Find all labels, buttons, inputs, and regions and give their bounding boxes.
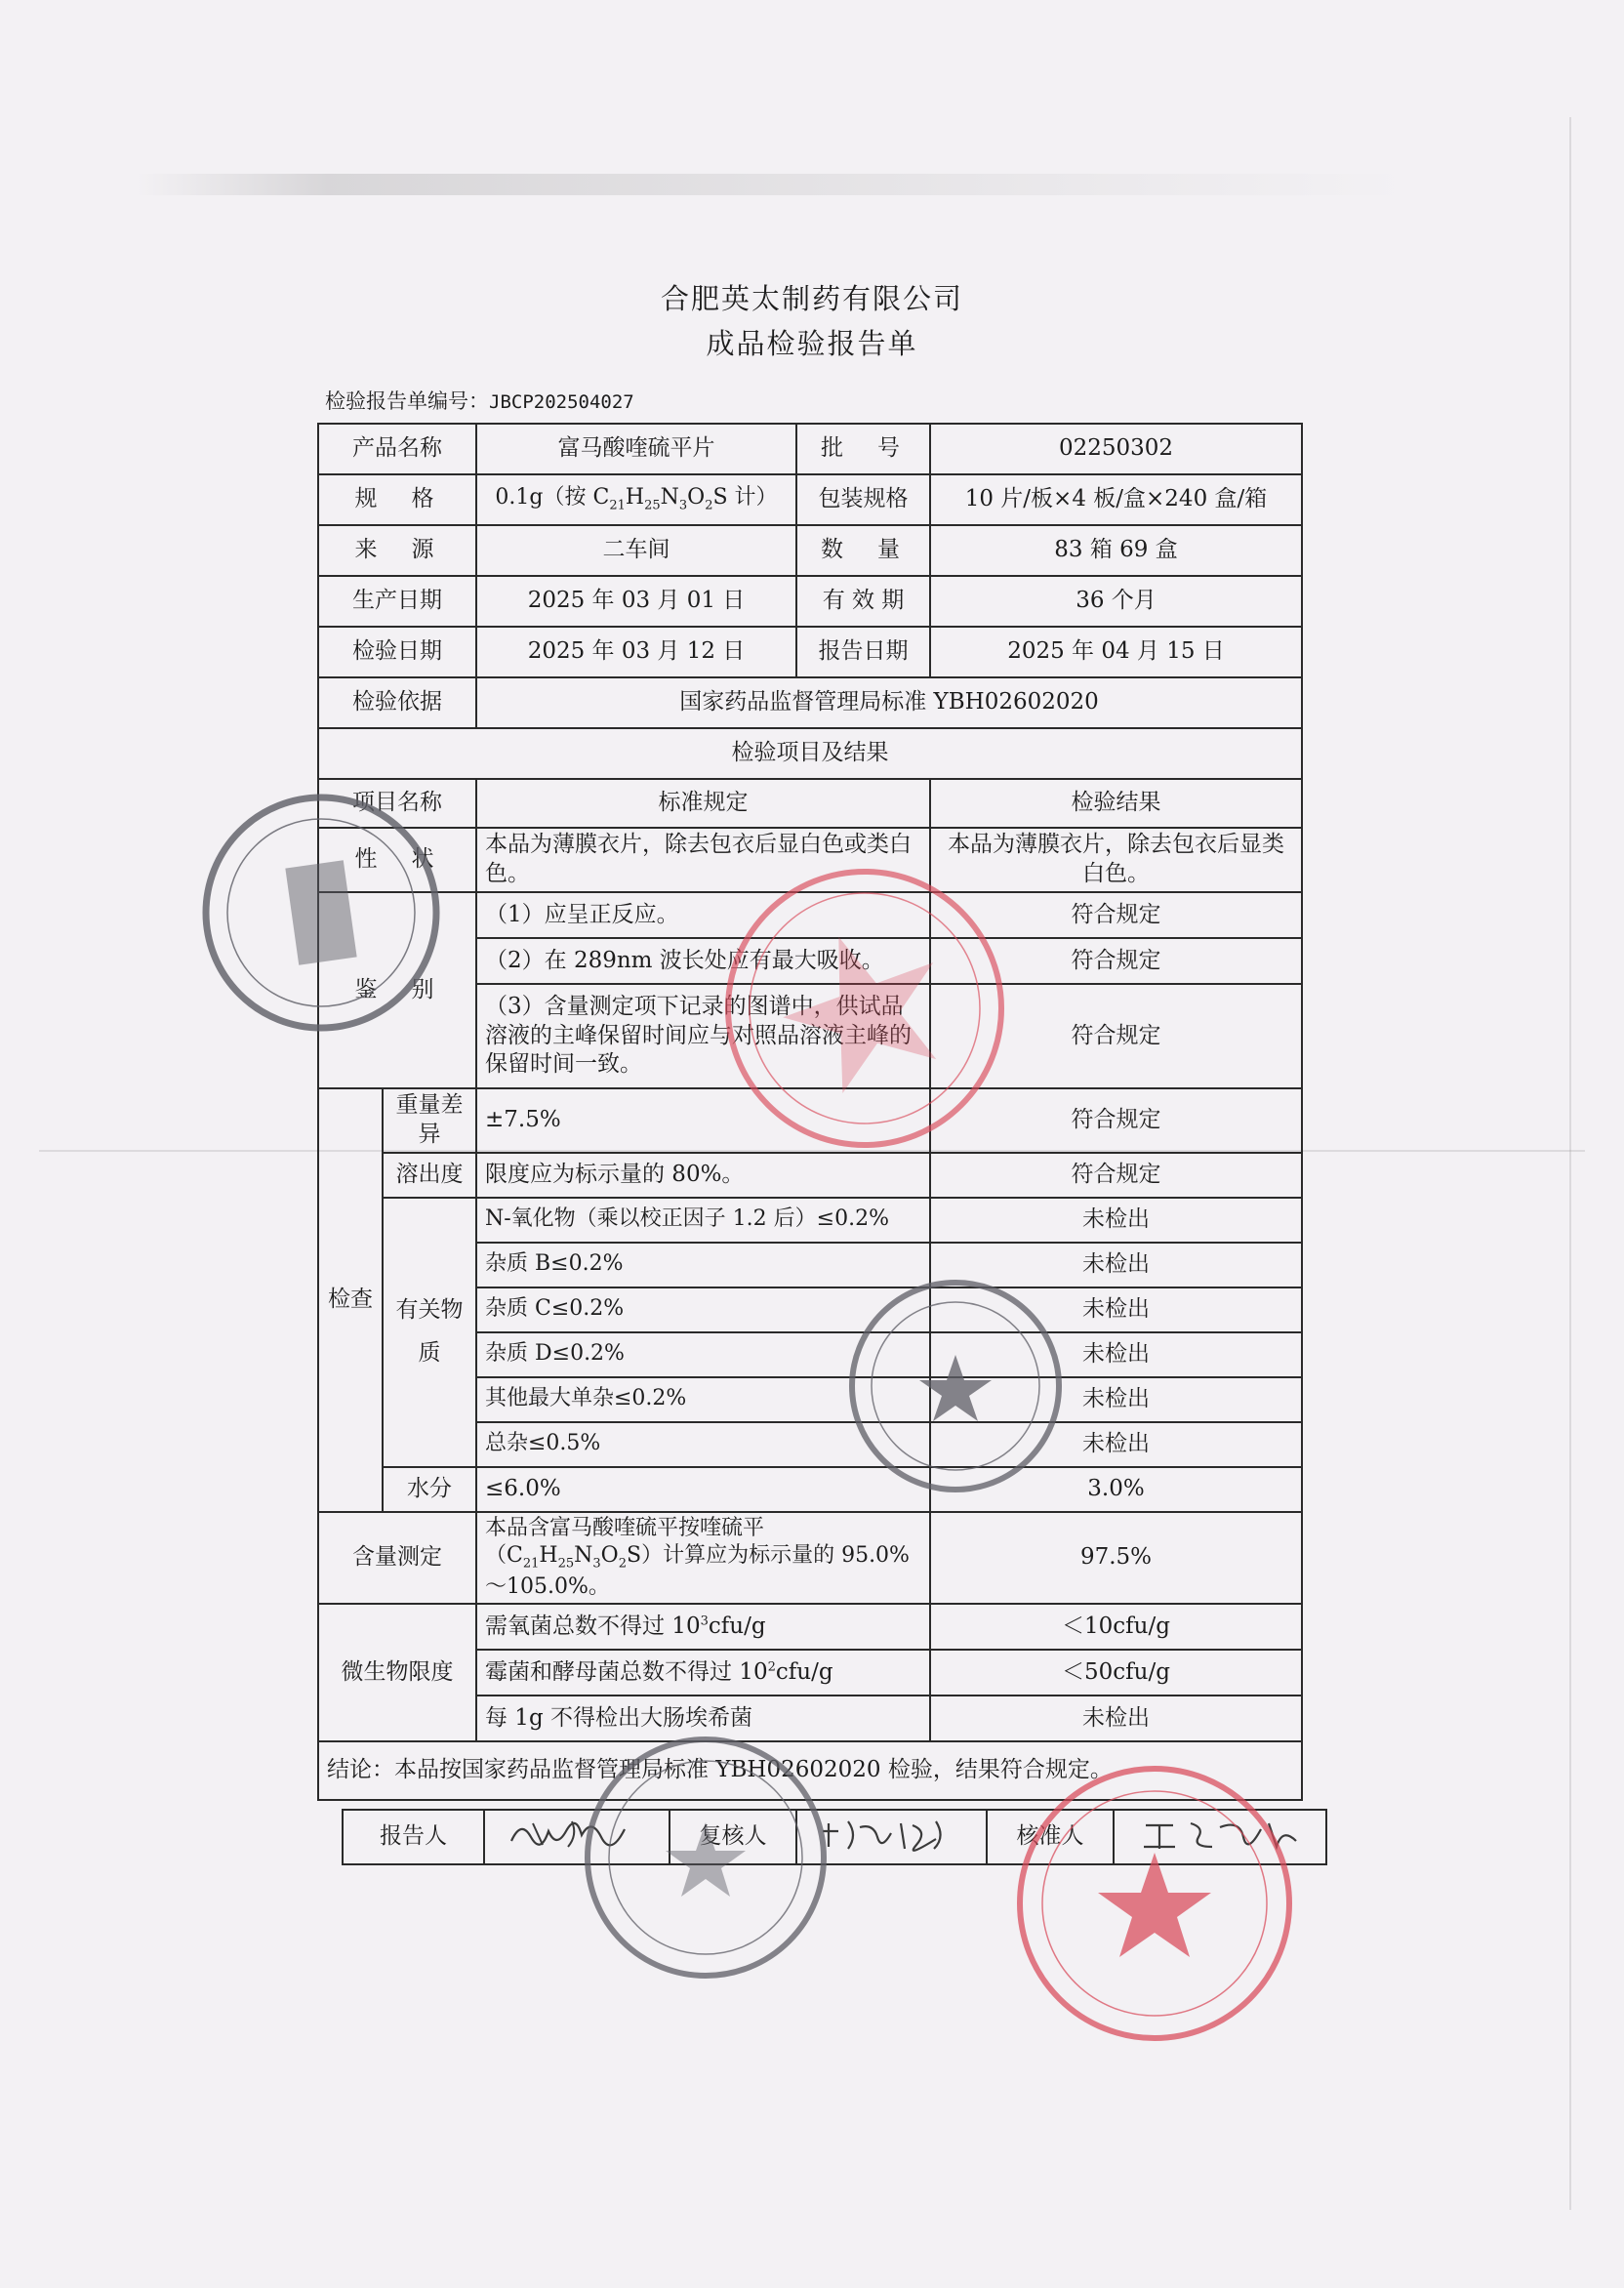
header-item: 项目名称 [318,779,476,828]
document-title: 成品检验报告单 [706,327,918,360]
std-dissolution: 限度应为标示量的 80%。 [476,1153,930,1198]
std-related-substance: 其他最大单杂≤0.2% [476,1377,930,1422]
value-packaging: 10 片/板×4 板/盒×240 盒/箱 [930,474,1302,525]
result-related-substance: 未检出 [930,1287,1302,1332]
result-related-substance: 未检出 [930,1332,1302,1377]
label-approver: 核准人 [987,1810,1114,1864]
signature-reviewer [796,1810,987,1864]
label-weight-variation: 重量差异 [383,1088,476,1153]
std-assay: 本品含富马酸喹硫平按喹硫平$(C_{21}H_{25}N_3O_2S)$计算应为标示量的 95.0%～105.0%。 [476,1512,930,1604]
result-identification-1: 符合规定 [930,892,1302,938]
label-microbial-limit: 微生物限度 [318,1604,476,1741]
std-identification-2: （2）在 289nm 波长处应有最大吸收。 [476,938,930,984]
std-micro-2: 霉菌和酵母菌总数不得过 $10^2cfu/g$ [476,1650,930,1696]
row-mfg-date [318,576,1302,627]
label-mfg-date: 生产日期 [318,576,476,627]
label-quantity: 数 量 [796,525,930,576]
value-test-date: 2025 年 03 月 12 日 [476,627,796,677]
value-mfg-date: 2025 年 03 月 01 日 [476,576,796,627]
report-number: 检验报告单编号：JBCP202504027 [325,389,634,413]
label-batch: 批 号 [796,424,930,474]
result-micro-1: ＜10cfu/g [930,1604,1302,1650]
value-source: 二车间 [476,525,796,576]
std-micro-3: 每 1g 不得检出大肠埃希菌 [476,1696,930,1741]
label-dissolution: 溶出度 [383,1153,476,1198]
header-standard: 标准规定 [476,779,930,828]
row-assay [318,1512,1302,1604]
std-related-substance: 杂质 D≤0.2% [476,1332,930,1377]
row-source [318,525,1302,576]
signoff-table [342,1809,1327,1865]
row-appearance [318,828,1302,892]
label-source: 来 源 [318,525,476,576]
result-water: 3.0% [930,1467,1302,1512]
std-water: ≤6.0% [476,1467,930,1512]
result-related-substance: 未检出 [930,1422,1302,1467]
result-dissolution: 符合规定 [930,1153,1302,1198]
value-batch: 02250302 [930,424,1302,474]
std-related-substance: 杂质 C≤0.2% [476,1287,930,1332]
paper-fold-vertical [1569,117,1571,2210]
label-spec: 规 格 [318,474,476,525]
row-related-substance [318,1198,1302,1243]
row-product-name [318,424,1302,474]
label-related-substances: 有关物质 [383,1198,476,1467]
label-report-date: 报告日期 [796,627,930,677]
value-quantity: 83 箱 69 盒 [930,525,1302,576]
signature-reporter [484,1810,670,1864]
result-identification-3: 符合规定 [930,984,1302,1088]
results-section-title: 检验项目及结果 [318,728,1302,779]
std-identification-1: （1）应呈正反应。 [476,892,930,938]
result-related-substance: 未检出 [930,1243,1302,1287]
std-related-substance: 杂质 B≤0.2% [476,1243,930,1287]
conclusion-text: 结论：本品按国家药品监督管理局标准 YBH02602020 检验，结果符合规定。 [318,1741,1302,1800]
result-micro-3: 未检出 [930,1696,1302,1741]
result-micro-2: ＜50cfu/g [930,1650,1302,1696]
label-water: 水分 [383,1467,476,1512]
result-appearance: 本品为薄膜衣片，除去包衣后显类白色。 [930,828,1302,892]
std-micro-1: 需氧菌总数不得过 $10^3cfu/g$ [476,1604,930,1650]
row-spec [318,474,1302,525]
std-identification-3: （3）含量测定项下记录的图谱中，供试品溶液的主峰保留时间应与对照品溶液主峰的保留时间一致。 [476,984,930,1088]
row-results-header [318,779,1302,828]
label-packaging: 包装规格 [796,474,930,525]
row-basis [318,677,1302,728]
std-weight-variation: ±7.5% [476,1088,930,1153]
label-reporter: 报告人 [343,1810,484,1864]
label-appearance: 性 状 [318,828,476,892]
std-related-substance: N-氧化物（乘以校正因子 1.2 后）≤0.2% [476,1198,930,1243]
label-check: 检查 [318,1088,383,1512]
inspection-report-table [317,423,1303,1801]
value-report-date: 2025 年 04 月 15 日 [930,627,1302,677]
row-micro-1 [318,1604,1302,1650]
row-dissolution [318,1153,1302,1198]
label-basis: 检验依据 [318,677,476,728]
label-identification: 鉴 别 [318,892,476,1088]
row-conclusion [318,1741,1302,1800]
label-reviewer: 复核人 [670,1810,796,1864]
label-test-date: 检验日期 [318,627,476,677]
row-test-date [318,627,1302,677]
std-appearance: 本品为薄膜衣片，除去包衣后显白色或类白色。 [476,828,930,892]
value-spec: 0.1g（按 $C_{21}H_{25}N_3O_2S$ 计） [476,474,796,525]
result-related-substance: 未检出 [930,1198,1302,1243]
row-water [318,1467,1302,1512]
value-product-name: 富马酸喹硫平片 [476,424,796,474]
result-identification-2: 符合规定 [930,938,1302,984]
scan-streak [137,174,1405,195]
std-related-substance: 总杂≤0.5% [476,1422,930,1467]
value-basis: 国家药品监督管理局标准 YBH02602020 [476,677,1302,728]
row-weight-variation [318,1088,1302,1153]
header-result: 检验结果 [930,779,1302,828]
signature-approver [1114,1810,1326,1864]
result-related-substance: 未检出 [930,1377,1302,1422]
label-expiry: 有 效 期 [796,576,930,627]
company-name: 合肥英太制药有限公司 [660,282,963,315]
row-section-title [318,728,1302,779]
row-identification-1 [318,892,1302,938]
label-product-name: 产品名称 [318,424,476,474]
value-expiry: 36 个月 [930,576,1302,627]
result-assay: 97.5% [930,1512,1302,1604]
label-assay: 含量测定 [318,1512,476,1604]
result-weight-variation: 符合规定 [930,1088,1302,1153]
